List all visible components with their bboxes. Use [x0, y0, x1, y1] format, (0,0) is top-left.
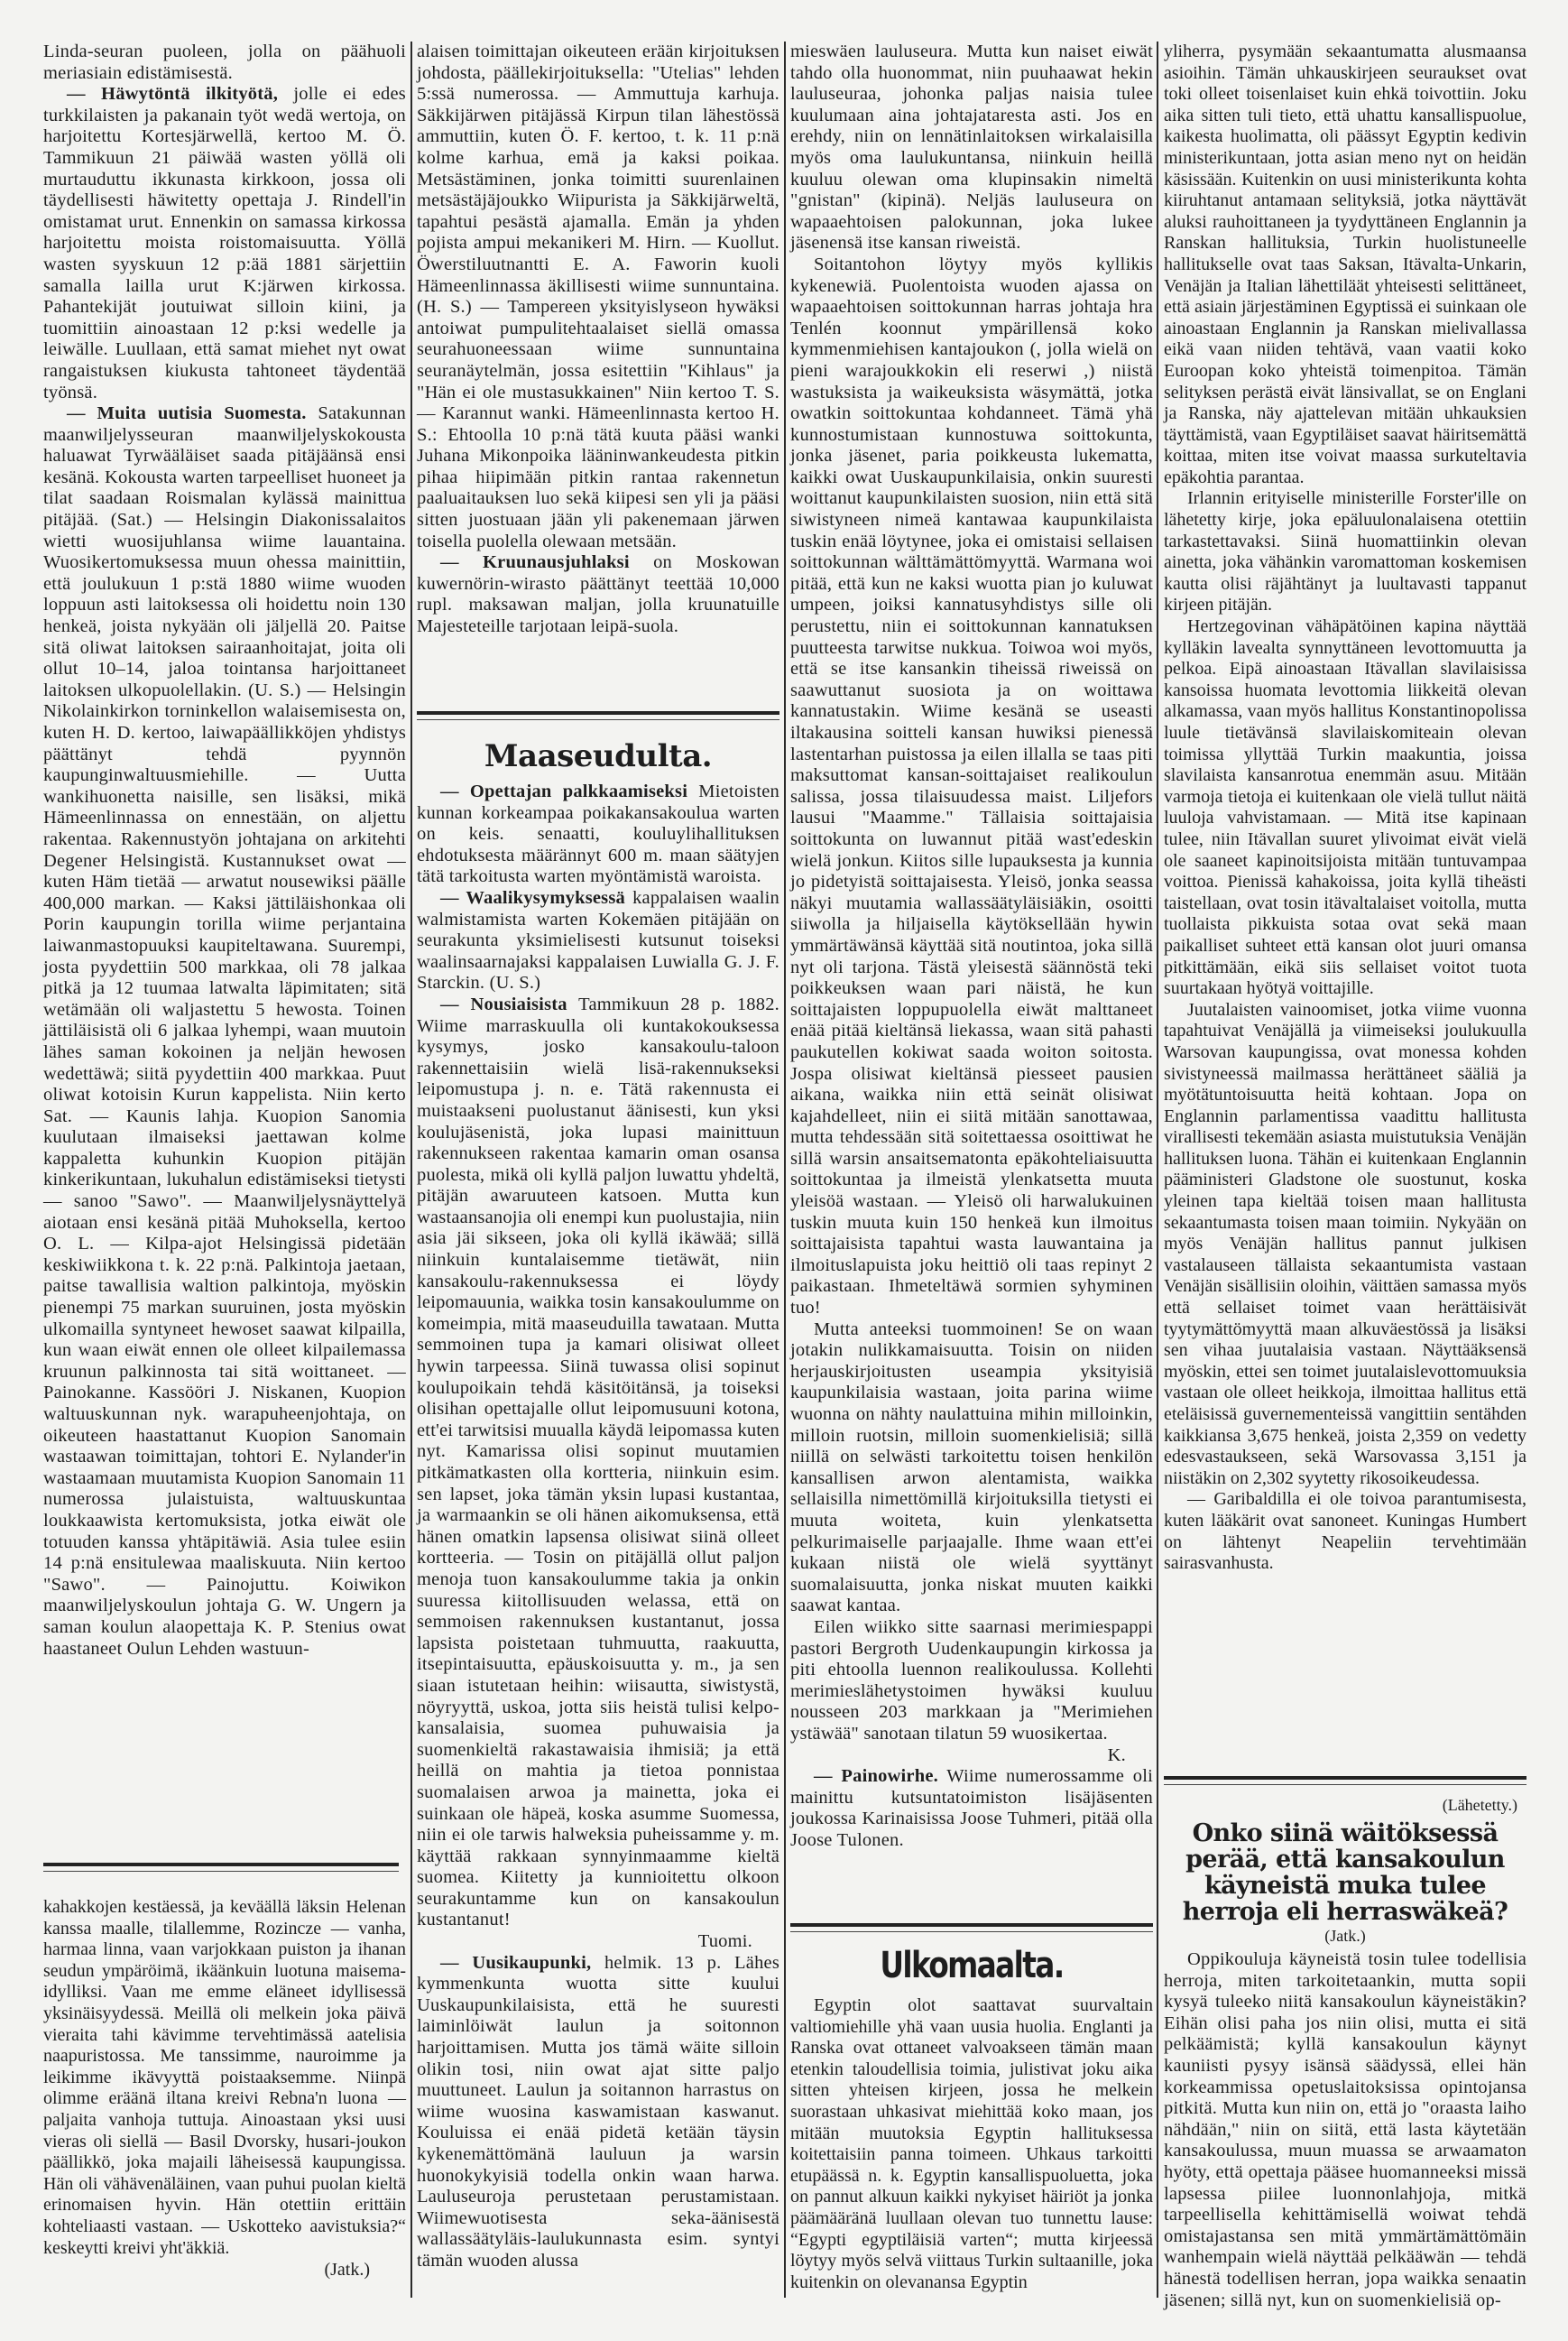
paragraph: [417, 995, 779, 1931]
section-rule: [417, 711, 779, 720]
paragraph-text: Mutta anteeksi tuommoinen! Se on waan jotakin nulikkamaisuutta. Toisin on niiden herjauskirjoitusten useampia yksityisiä kaupunkilaisia wastaan, joita parina wiime wuonna on nähty naulattuina mihin milloinkin, milloin ruotsin, milloin suomenkielisiä; sillä niillä on selwästi tarkoitettu toisen henkilön kansallisen arwon alentamista, waikka sellaisilla nimettömillä kirjoituksilla tietysti ei muuta woiteta, kuin ylenkatsetta pelkurimaiselle parjaajalle. Ihme waan ett'ei kukaan niistä ole wielä syyttänyt suomalaisuutta, jonka niskat muuten kaikki saawat kantaa.: [790, 1319, 1153, 1616]
paragraph: [417, 42, 779, 552]
paragraph-text: jolle ei edes turkkilaisten ja pakanain työt wedä wertoja, on harjoitettu Kortesjärwellä, kertoo M. Ö. Tammikuun 21 päiwää wasten yöllä oli murtauduttu ikkunasta kirkkoon, jossa oli täydellisesti häwitetty opettaja J. Rindell'in omistamat urut. Ennenkin on samassa kirkossa harjoitettu moista roistomaisuutta. Yöllä wasten syyskuun 12 p:ää 1881 särjettiin samalla lailla urut K:järwen kirkossa. Pahantekijät joutuiwat silloin kiini, ja tuomittiin ainoastaan 12 p:ksi wedelle ja leiwälle. Luullaan, että samat miehet nyt owat rangaistuksen kiukusta tahtoneet täydentää työnsä.: [43, 84, 406, 403]
continued-label: (Jatk.): [324, 2260, 370, 2281]
paragraph-text: Wiime numerossamme oli mainittu kutsuntatoimiston lisäjäsenten joukossa Karinaisissa Joose Tuhmeri, pitää olla Joose Tulonen.: [790, 1766, 1154, 1850]
feuilleton: [43, 1863, 406, 2281]
paragraph-lead: — Painowirhe.: [814, 1766, 938, 1787]
column-divider: [410, 42, 412, 2298]
paragraph: [790, 1319, 1153, 1617]
section-text: [417, 782, 779, 2272]
paragraph-text: Eilen wiikko sitte saarnasi merimiespappi pastori Bergroth Uudenkaupungin kirkossa ja piti ehtoolla luennon realikoulussa. Kollehti merimieslähetystoimen hywäksi kuuluu nousseen 203 markkaan ja "Merimiehen ystäwää" sanotaan tilatun 59 wuosikertaa.: [790, 1616, 1153, 1744]
paragraph-lead: — Muita uutisia Suomesta.: [67, 403, 307, 424]
domestic-news: [43, 42, 406, 1660]
paragraph-text: alaisen toimittajan oikeuteen erään kirjoituksen johdosta, päällekirjoituksella: "Utelias" lehden 5:ssä numerossa. — Ammuttuja karhuja. Säkkijärwen pitäjässä Kirpun tilan lähestössä ammuttiin, kuten Ö. F. kertoo, t. k. 11 p:nä kolme karhua, emä ja kaksi poikaa. Metsästäminen, jonka toimitti suurenlainen metsästäjäjoukko Wiipurista ja Säkkijärweltä, tapahtui pesästä ajamalla. Emän ja yhden pojista ampui mekanikeri M. Hirn. — Kuollut. Öwerstiluutnantti E. A. Faworin kuoli Hämeenlinnassa äkillisesti wiime sunnuntaina. (H. S.) — Tampereen yksityislyseon hywäksi antoiwat pumpulitehtaalaiset siellä omassa seurahuoneessaan wiime sunnuntaina seuranäytelmän, jossa esitettiin "Kihlaus" ja "Hän ei ole mustasukkainen" Niin kertoo T. S. — Karannut wanki. Hämeenlinnasta kertoo H. S.: Ehtoolla 10 p:nä tätä kuuta pääsi wanki Juhana Mikonpoika lääninwankeudesta pitkin pihaa hiipimään pitkin rantaa rakennetun paaluaitauksen luo sekä kiipesi sen yli ja pääsi sitten juostuaan jään yli pakenemaan järwen toisella puolella olewaan metsään.: [417, 42, 779, 551]
paragraph-lead: — Kruunausjuhlaksi: [440, 552, 630, 573]
paragraph-text: Hertzegovinan vähäpätöinen kapina näyttää kylläkin lavealta synnyttäneen levottomuutta ja pelkoa. Eipä ainoastaan Itävallan slavilaisissa kansoissa huomata levottomia liikkeitä olevan alkamassa, vaan myös hallitus Konstantinopolissa luule tietävänsä slavilaiskomiteain olevan toimissa yllyttää Turkin maakuntia, joissa slavilaista kansanrotua enemmän asuu. Mitään varmoja tietoja ei kuitenkaan ole vielä tullut näitä luuloja vahvistamaan. — Mitä itse kapinaan tulee, niin Itävallan suuret ylivoimat eivät vielä ole saaneet kapinoitsijoista mitään tuntuvampaa voittoa. Pienissä kahakoissa, joita kyllä tiheästi taistellaan, ovat tosin itävaltalaiset voitolla, mutta tuollaista pikkuista sotaa ovat sekä maan paikalliset suhteet että kansan olot juuri omansa pitkittämään, eikä siis sellaiset voitot tuota suurtakaan hyötyä voittajille.: [1164, 616, 1526, 999]
paragraph-lead: — Waalikysymyksessä: [440, 887, 625, 908]
paragraph-text: Soitantohon löytyy myös kyllikis kykenewiä. Puolentoista wuoden ajassa on wapaaehtoisen soittokunnan harras johtaja hra Tenlén koonnut ympärillensä koko kymmenmiehisen kantajoukon (, jolla wielä on pieni warajoukkokin eli reserwi ,) niistä wastuksista ja waikeuksista wäsymättä, jotka owatkin soittokuntaa kohdanneet. Tämä yhä kunnostumistaan kunnostuwa soittokunta, jonka jäsenet, paria poikkeusta lukematta, kaikki owat Uuskaupunkilaisia, onkin suuresti woittanut kaupunkilaisten suosion, niin että sitä siwistyneen nimeä kantawaa kaupunkilaista tuskin enää löytynee, joka ei omistaisi sellaisen soittokunnan wälttämättömyyttä. Warmana woi pitää, että kun ne kaksi wuotta pian jo kuluwat umpeen, joiksi kannatusyhdistys sille oli perustettu, niin ei soittokunnan kannatuksen puutteesta tarwitse nukkua. Toiwoa woi myös, että se itse kansankin tiheissä riweissä on saawuttanut suosiota ja on woittawa kannatustakin. Wiime kesänä se useasti iltakausina soitteli kansan huwiksi pienessä lastentarhan puistossa ja eilen illalla se taas piti maksuttomat kansan-soittajaiset realikoulun salissa, jossa tilaisuudessa maist. Liljefors lausui "Maamme." Tällaisia soittajaisia soittokunta on luwannut pitää wast'edeskin wielä jonkun. Kiitos sille lupauksesta ja kunnia jo pidetyistä soittajaisesta. Yleisö, jonka seassa näkyi muutamia wallassäätyläisiäkin, osoitti siiwolla ja hiljaisella käytöksellään hywin ymmärtäwänsä käyttää sitä noutintoa, joka sillä nyt oli tarjona. Tästä yleisestä säännöstä teki poikkeuksen waan pari näistä, he kun soittajaisten loppupuolella eiwät malttaneet enää pitää kieltänsä liekassa, waan sitä pahasti paukutellen kokiwat saada woiton soitosta. Jospa olisiwat kieltänsä piesseet pausien aikana, waikka niin että seinät olisiwat kajahdelleet, niin ei siitä mitään sanottawaa, mutta tehdessään sitä soitettaessa osoittiwat he sillä warsin ansaitsematonta epäkohteliaisuutta soittokuntaa ja ilmeistä ylenkatsetta muuta yleisöä wastaan. — Yleisö oli harwalukuinen tuskin muuta kuin 150 henkeä kun ilmoitus soittajaisista tapahtui wasta lauwantaina ja ilmoituslapuista joku heittiö oli taas repinyt 2 paikastaan. Ihmeteltäwä sormien syhyminen tuo!: [790, 254, 1153, 1319]
section-maaseudulta: [417, 711, 779, 2272]
paragraph: [417, 888, 779, 995]
paragraph-text: Mietoisten kunnan korkeampaa poikakansakoulua warten on keis. senaatti, kouluylihallituksen ehdotuksesta määrännyt 600 m. maan säätyjen tätä tarkoitusta warten myöntämistä waroista.: [417, 782, 779, 887]
paragraph: [1164, 1000, 1526, 1490]
paragraph-text: Egyptin olot saattavat suurvaltain valtiomiehille yhä vaan uusia huolia. Englanti ja Ranska ovat ottaneet valvoakseen tämän maan etenkin taloudellisia toimia, julistivat joku aika sitten yhteisen kirjeen, jossa he melkein suorastaan uhkasivat miehittää koko maan, jos mitään muutoksia Egyptin hallituksessa koitettaisiin panna toimeen. Uhkaus tarkoitti etupäässä n. k. Egyptin kansallispuoluetta, joka on pannut alkuun kaikki nykyiset häiriöt ja jonka päämääränä luullaan olevan tuo tunnettu lause: “Egypti egyptiläisiä varten“; mutta kirjeessä löytyy myös selvä viittaus Turkin sultaanille, joka kuitenkin on olevanansa Egyptin: [790, 1995, 1153, 2292]
paragraph: [790, 1995, 1153, 2293]
paragraph: [1164, 616, 1526, 1000]
paragraph-lead: — Uusikaupunki,: [440, 1952, 592, 1973]
section-submitted-article: [1164, 1776, 1526, 2311]
column-divider: [784, 42, 786, 2298]
paragraph-text: Tammikuun 28 p. 1882. Wiime marraskuulla oli kuntakokouksessa kysymys, josko kansakoulu-taloon rakennettaisiin wielä lisä-rakennukseksi leipomustupa j. n. e. Tätä rakennusta ei muistaakseni puolustanut äänisesti, kun yksi koulujäsenistä, joka lupasi mainittuun rakennukseen rakentaa kamarin oman osansa puolesta, mikä oli kyllä paljon luwattu yhdeltä, pitäjän awaruuteen katsoen. Mutta kun wastaansanojia oli enempi kun puolustajia, niin asia jäi sikseen, joka oli kyllä ikäwää; sillä niinkuin kuntalaisemme tietäwät, niin kansakoulu-rakennuksessa ei löydy leipomauunia, waikka tosin kansakoulumme on komeimpia, mitä maaseuduilla tawataan. Mutta semmoinen tupa ja kamari olisiwat olleet hywin tarpeessa. Siinä tuwassa olisi sopinut koulupoikain tehdä käsitöitänsä, ja toiseksi olisihan opettajalle ollut leipomusuuni kotona, ett'ei tarwitsisi muualla käydä leipomassa kuten nyt. Kamarissa olisi sopinut muutamien pitkämatkasten olla kortteria, niinkuin esim. sen lapset, joka tämän yksin lupasi kustantaa, ja warmaankin se oli hänen aikomuksensa, että hänen omatkin lapsensa olisiwat siinä olleet kortteeria. — Tosin on pitäjällä ollut paljon menoja tuon kansakoulumme takia ja onkin suuressa kiitollisuuden welassa, että on semmoisen rakennuksen kustantanut, jossa lapsista poistetaan tuhmuutta, raakuutta, itsepintaisuutta, epäuskoisuutta y. m., ja sen siaan istutetaan heihin: wiisautta, siwistystä, nöyryyttä, uskoa, jotta siis heistä tulisi kelpo-kansalaisia, suomea puhuwaisia ja suomenkieltä rakastawaisia ihmisiä; ja että heillä on mahtia ja tietoa ponnistaa suomalaisen arwoa ja mainetta, joka ei suinkaan ole häpeä, koska asumme Suomessa, niin ei ole tarwis halweksia puheissamme y. m. käyttää rakkaan synnyinmaamme kieltä suomea. Kiitetty ja kunnioitettu olkoon seurakuntamme kun on kansakoulun kustantanut!: [417, 994, 779, 1930]
paragraph: [1164, 1949, 1526, 2311]
paragraph-text: K.: [1107, 1744, 1126, 1765]
article-headline: Onko siinä wäitöksessä perää, että kansakoulun käyneistä muka tulee herroja eli herraswäkeä?: [1182, 1819, 1508, 1926]
section-ulkomaalta: [790, 1923, 1153, 2293]
paragraph: [43, 403, 406, 1660]
continued-label: (Jatk.): [1324, 1927, 1366, 1945]
paragraph: [790, 254, 1153, 1319]
column-divider: [1157, 42, 1158, 2298]
paragraph: [43, 42, 406, 84]
feuilleton-text: [43, 1897, 406, 2259]
section-rule: [1164, 1776, 1526, 1785]
paragraph-text: Tuomi.: [697, 1931, 752, 1952]
paragraph: [417, 1953, 779, 2272]
paragraph-text: Juutalaisten vainoomiset, jotka viime vuonna tapahtuivat Venäjällä ja viimeiseksi joulukuulla Warsovan kaupungissa, ovat monessa kohden sivistyneessä mailmassa herättäneet sääliä ja myötätuntoisuutta heitä kohtaan. Jopa on Englannin parlamentissa vaadittu hallitusta virallisesti tekemään asiasta muistutuksia Venäjän hallituksen luona. Tähän ei kuitenkaan Englannin pääministeri Gladstone ole suostunut, koska yleinen tapa kieltää toisen maan hallitusta sekaantumasta toisen maan toimiin. Nykyään on myös Venäjän hallitus pannut julkisen vastalauseen tällaista sekaantumista vastaan Venäjän sisällisiin oloihin, väittäen samassa myös että sellaiset toimet vaan herättäisivät tyytymättömyyttä maan alkuväestössä ja lisäksi sen vihaa juutalaisia vastaan. Näyttääksensä myöskin, ettei sen toimet juutalaislevottomuuksia vastaan ole olleet heikkoja, ilmoittaa hallitus että eteläisissä guvernementeissä vangittiin sentähden kaikkiansa 3,675 henkeä, joista 2,359 on vedetty edesvastaukseen, sekä Warsovassa 3,151 ja niistäkin on 2,302 syytetty rikosoikeudessa.: [1164, 999, 1526, 1488]
section-rule: [43, 1863, 399, 1872]
section-rule: [790, 1923, 1153, 1932]
section-heading: Ulkomaalta.: [880, 1945, 1064, 1986]
section-heading: Maaseudulta.: [484, 738, 713, 774]
paragraph-lead: — Nousiaisista: [440, 994, 567, 1014]
paragraph-text: kappalaisen waalin walmistamista warten Kokemäen pitäjään on seurakunta yksimielisesti kutsunut toiseksi waalinsaarnajaksi kappalaisen Luwialla G. J. F. Starckin. (U. S.): [417, 887, 779, 994]
paragraph: [43, 84, 406, 403]
domestic-news-continued: [417, 42, 779, 638]
paragraph-text: Oppikouluja käyneistä tosin tulee todellisia herroja, miten tarkoitetaankin, mutta sopii kysyä tuleeko niitä kansakoulun käyneistäkin? Eihän olisi paha jos niin olisi, mutta ei sitä pelkäämistä; kyllä kansakoulun käynyt kauniisti pysyy isänsä säädyssä, ellei hän korkeammissa opetuslaitoksissa opintojansa pitkitä. Mutta kun niin on, että jo "oraasta laiho nähdään," niin on siitä, että lasta käytetään kansakoulussa, muun muassa se arwaamaton hyöty, että opettaja pääsee huomanneeksi missä lapsessa piilee luonnonlahjoja, mitkä tarpeellisella kehittämisellä woiwat tehdä omistajastansa sen mitä ymmärtämättömäin wanhempain wielä näyttää pelkääwän — tehdä hänestä todellisen herran, jopa waikka senaatin jäsenen; sillä nyt, kun on suomenkielisiä op-: [1164, 1949, 1526, 2310]
paragraph-text: mieswäen lauluseura. Mutta kun naiset eiwät tahdo olla huonommat, niin puuhaawat hekin lauluseuraa, johonka paljas naisia tulee kuulumaan aina johtajataresta asti. Jos en erehdy, niin on lennätinlaitoksen wirkalaisilla myös oma laulukuntansa, niinkuin heillä kuuluu olewan oma klupinsakin nimeltä "gnistan" (kipinä). Neljäs lauluseura on wapaaehtoisen palokunnan, joka lukee jäsenensä itse kansan riweistä.: [790, 42, 1153, 254]
signature: [417, 1931, 779, 1953]
column-1: [43, 42, 406, 2298]
paragraph: [790, 42, 1153, 254]
column-3: [790, 42, 1153, 2298]
paragraph: [417, 782, 779, 888]
paragraph: [1164, 488, 1526, 616]
paragraph-text: Irlannin erityiselle ministerille Forster'ille on lähetetty kirje, joka epäluulonalaisena otettiin tarkastettavaksi. Siinä huomattiinkin olevan ainetta, joka vähänkin varomattoman koskemisen kautta olisi räjähtänyt ja luultavasti tappanut kirjeen pitäjän.: [1164, 488, 1526, 615]
paragraph: [1164, 1489, 1526, 1574]
paragraph-text: — Garibaldilla ei ole toivoa parantumisesta, kuten lääkärit ovat sanoneet. Kuningas Humbert on lähtenyt Neapeliin tervehtimään sairasvanhusta.: [1164, 1489, 1526, 1574]
paragraph-lead: — Häwytöntä ilkityötä,: [67, 84, 279, 105]
section-text: [790, 1995, 1153, 2293]
paragraph-text: helmik. 13 p. Lähes kymmenkunta wuotta sitte kuului Uuskaupunkilaisista, että he suuresti laiminlöiwät laulun ja soitonnon harjoittamisen. Mutta jos tämä wäite silloin olikin tosi, niin owat ajat sitte paljo muuttuneet. Laulun ja soitannon harrastus on wiime wuosina kaswamistaan kaswanut. Kouluissa ei enää pidetä ketään täysin kykenemättömänä lauluun ja warsin huonokykyisiä todella onkin waan harwa. Lauluseuroja perustetaan perustamistaan. Wiimewuotisesta seka-äänisestä wallassäätyläis-laulukunnasta esim. syntyi tämän wuoden alussa: [417, 1952, 779, 2271]
foreign-news: [1164, 42, 1526, 1575]
paragraph-text: Linda-seuran puoleen, jolla on päähuoli meriasiain edistämisestä.: [43, 42, 406, 83]
paragraph-text: Satakunnan maanwiljelysseuran maanwiljelyskokousta haluawat Tyrwääläiset saada pitäjäänsä ensi kesänä. Kokousta warten tarpeelliset huoneet ja tilat saadaan Roismalan kylässä mainittua pitäjää. (Sat.) — Helsingin Diakonissalaitos wietti wuosijuhlansa wiime lauantaina. Wuosikertomuksessa muun ohessa mainittiin, että joulukuun 1 p:stä 1880 wiime wuoden loppuun asti laitoksessa oli hoidettu noin 130 henkeä, joista nykyään oli jäljellä 20. Paitse sitä oliwat laitoksen sairaanhoitajat, joita oli ollut 10–14, jaloa tointansa harjoittaneet laitoksen ulkopuolellakin. (U. S.) — Helsingin Nikolainkirkon torninkellon walaisemisesta on, kuten H. D. kertoo, laiwapäällikköjen yhdistys päättänyt tehdä pyynnön kaupunginwaltuusmiehille. — Uutta wankihuonetta naisille, sen lisäksi, mikä Hämeenlinnassa on ennestään, on aljettu rakentaa. Rakennustyön johtajana on arkitehti Degener Helsingistä. Kustannukset owat — kuten Häm tietää — arwatut nousewiksi päälle 400,000 markan. — Kaksi jättiläishonkaa oli Porin kaupungin torilla wiime perjantaina laiwanmastopuuksi kaupiteltawana. Suurempi, josta pyydettiin 500 markkaa, oli 78 jalkaa pitkä ja 12 tuumaa latwalta läpimitaten; sitä wetämään oli waljastettu 5 hewosta. Toinen jättiläisistä oli 6 jalkaa lyhempi, waan muutoin lähes saman kokoinen ja neljän hewosen wedettäwä; siitä pyydettiin 400 markkaa. Puut oliwat kotoisin Kurun kappelista. Niin kerto Sat. — Kaunis lahja. Kuopion Sanomia kuulutaan ilmaiseksi jaettawan kolme kappaletta kuhunkin Kuopion pitäjän kinkerikuntaan, lukuhalun edistämiseksi tietysti — sanoo "Sawo". — Maanwiljelysnäyttelyä aiotaan ensi kesänä pitää Muhoksella, kertoo O. L. — Kilpa-ajot Helsingissä pidetään keskiwiikkona t. k. 22 p:nä. Palkintoja jaetaan, paitse tawallisia waltion palkintoja, myöskin pienempi 75 markan suuruinen, josta myöskin ulkomailla syntyneet hewoset saawat kilpailla, kun waan eiwät ennen ole olleet kilpailemassa kruunun palkinnosta tai sitä woittaneet. — Painokanne. Kassööri J. Niskanen, Kuopion waltuuskunnan nyk. warapuheenjohtaja, on oikeuteen haastattanut Kuopion Sanomain wastaawan toimittajan, tohtori E. Nylander'in wastaamaan muutamista Kuopion Sanomain 11 numerossa julaistuista, waltuuskuntaa loukkaawista kertomuksista, jotka eiwät ole totuuden kanssa yhtäpitäwiä. Asia tulee esiin 14 p:nä ensitulewaa maaliskuuta. Niin kertoo "Sawo". — Painojuttu. Koiwikon maanwiljelyskoulun johtaja G. W. Ungern ja saman koulun alaopettaja K. P. Stenius owat haastaneet Oulun Lehden wastuun-: [43, 403, 406, 1659]
paragraph-text: kahakkojen kestäessä, ja keväällä läksin Helenan kanssa maalle, tilallemme, Rozincze — vanha, harmaa linna, vaan varjokkaan puiston ja ihanan seudun ympäröimä, ikäänkuin luotuna maisema-idylliksi. Vaan me emme eläneet idyllisessä yksinäisyydessä. Meillä oli melkein joka päivä vieraita tahi kävimme tervehtimässä aatelisia naapuristossa. Me tanssimme, nauroimme ja leikimme ikävyyttä poistaaksemme. Niinpä olimme eräänä iltana kreivi Rebna'n luona — paljaita vanhoja tuttuja. Ainoastaan yksi uusi vieras oli siellä — Basil Dvorsky, husari-joukon päällikkö, joka majaili läheisessä kaupungissa. Hän oli vähävenäläinen, vaan puhui puolan kieltä erinomaisen hyvin. Hän otettiin erittäin kohteliaasti vastaan. — Uskotteko aavistuksia?“ keskeytti kreivi yht'äkkiä.: [43, 1897, 406, 2258]
paragraph: [790, 1617, 1153, 1745]
article-text: [1164, 1949, 1526, 2311]
signature: [790, 1745, 1153, 1767]
local-news: [790, 42, 1153, 1851]
paragraph-lead: — Opettajan palkkaamiseksi: [440, 782, 688, 801]
paragraph: [417, 552, 779, 637]
paragraph: [43, 1897, 406, 2259]
paragraph-text: on Moskowan kuwernörin-wirasto päättänyt teettää 10,000 rupl. maksawan maljan, jolla kruunatuille Majesteteille tarjotaan leipä-suola.: [417, 552, 779, 637]
paragraph-text: yliherra, pysymään sekaantumatta alusmaansa asioihin. Tämän uhkauskirjeen seuraukset ovat toki olleet toisenlaiset kuin ehkä toivottiin. Joku aika sitten tuli tieto, että uhattu kansallispuolue, kaikesta huolimatta, oli päässyt Egyptin kedivin ministerikuntaan, jotta asian meno nyt on heidän käsissään. Kuitenkin on uusi ministerikunta kohta kiiruhtanut antamaan selityksiä, jotka näyttävät aluksi rauhoittaneen ja tyydyttäneen Englannin ja Ranskan hallituksia, Turkin huolistuneelle hallitukselle ovat taas Saksan, Itävalta-Unkarin, Venäjän ja Italian lähettiläät yhteisesti selittäneet, että asiain järjestäminen Egyptissä ei suinkaan ole ainoastaan Englannin ja Ranskan mielivallassa eikä vaan niiden tehtävä, vaan vaatii koko Euroopan koko yhteistä toimenpitoa. Tämän selityksen perästä eivät länsivallat, se on Englani ja Ranska, näy ajattelevan mitään uhkauksien täyttämistä, vaan Egyptiläiset saavat häiritsemättä koittaa, miten itse voivat maassa surkuteltavia epäkohtia parantaa.: [1164, 42, 1526, 487]
paragraph: [790, 1766, 1153, 1851]
submitted-label: (Lähetetty.): [1442, 1796, 1517, 1814]
paragraph: [1164, 42, 1526, 488]
column-4: [1164, 42, 1526, 2310]
column-2: [417, 42, 779, 2298]
